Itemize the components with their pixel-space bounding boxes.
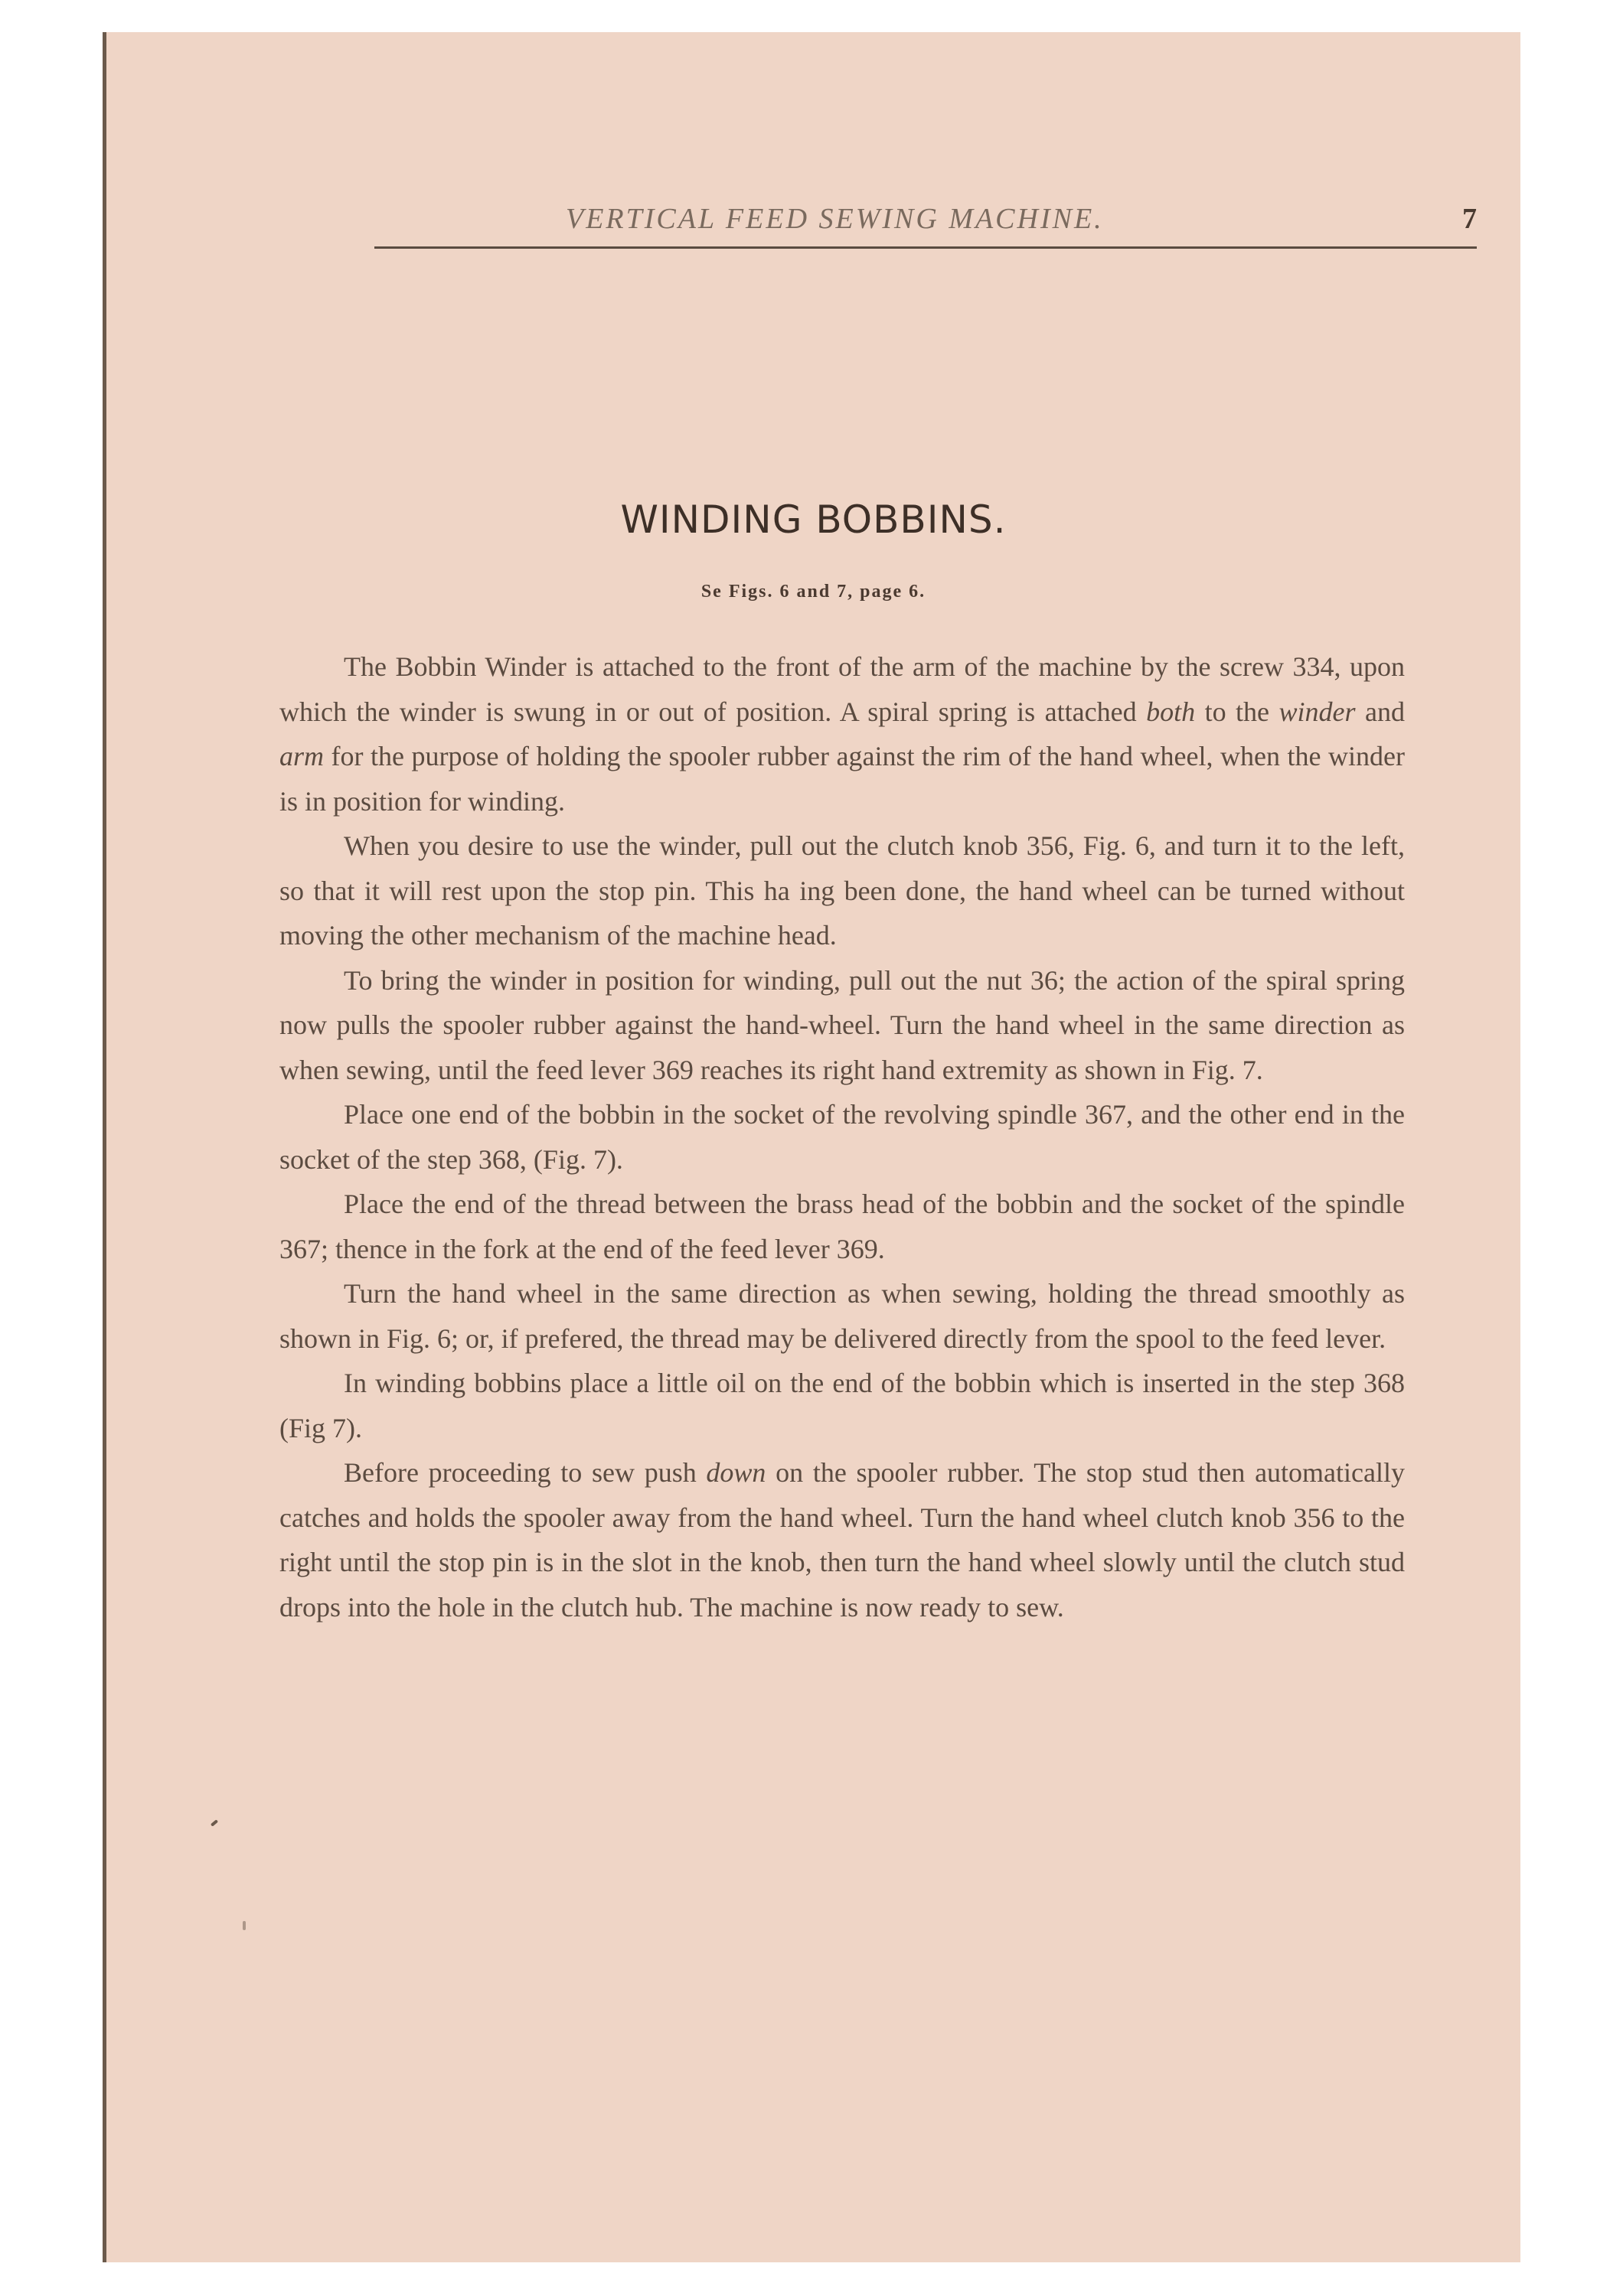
ink-speck [211,1819,218,1826]
section-title: WINDING BOBBINS. [620,497,1007,542]
book-page [103,32,1520,2262]
page-header [374,185,1477,249]
section-subtitle: Se Figs. 6 and 7, page 6. [700,582,926,602]
page-number: 7 [1462,203,1477,235]
running-head: VERTICAL FEED SEWING MACHINE. [566,203,1104,235]
paragraph: Place one end of the bobbin in the socket of the revolving spindle 367, and the other end in the socket of the step 368, (Fig. 7). [279,1099,1405,1175]
paragraph: Place the end of the thread between the brass head of the bobbin and the socket of the spindle 367; thence in the fork at the end of the feed lever 369. [279,1189,1405,1264]
ink-speck [243,1921,246,1930]
body-text [279,644,1405,1629]
paragraph: Turn the hand wheel in the same direction as when sewing, holding the thread smoothly as shown in Fig. 6; or, if prefered, the thread may be delivered directly from the spool to the feed lever. [279,1278,1405,1354]
paragraph: In winding bobbins place a little oil on the end of the bobbin which is inserted in the step 368 (Fig 7). [279,1368,1405,1443]
paragraph: Before proceeding to sew push down on the spooler rubber. The stop stud then automatically catches and holds the spooler away from the hand wheel. Turn the hand wheel clutch knob 356 to the right until the stop pin is in the slot in the knob, then turn the hand wheel slowly until the clutch stud drops into the hole in the clutch hub. The machine is now ready to sew. [279,1457,1405,1623]
paragraph: The Bobbin Winder is attached to the front of the arm of the machine by the screw 334, upon which the winder is swung in or out of position. A spiral spring is attached both to the winder and arm for the purpose of holding the spooler rubber against the rim of the hand wheel, when the winder is in position for winding. [279,651,1405,817]
paragraph: To bring the winder in position for winding, pull out the nut 36; the action of the spiral spring now pulls the spooler rubber against the hand-wheel. Turn the hand wheel in the same direction as when sewing, until the feed lever 369 reaches its right hand extremity as shown in Fig. 7. [279,964,1405,1085]
paragraph: When you desire to use the winder, pull out the clutch knob 356, Fig. 6, and turn it to the left, so that it will rest upon the stop pin. This ha ing been done, the hand wheel can be turned without moving the other mechanism of the machine head. [279,830,1405,951]
